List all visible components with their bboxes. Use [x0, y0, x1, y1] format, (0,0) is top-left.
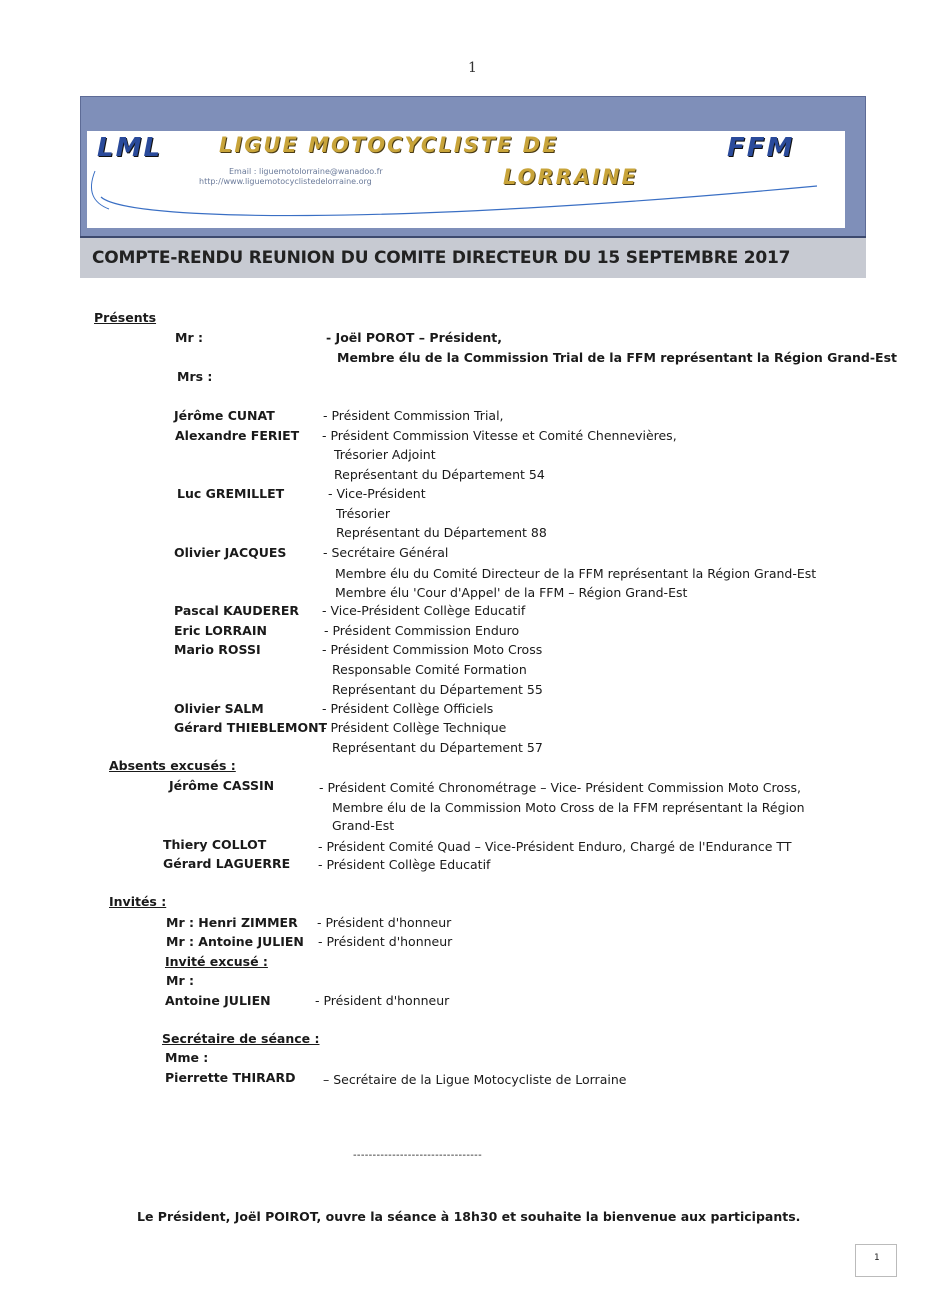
- member-role: Représentant du Département 55: [332, 682, 543, 697]
- absent-name: Gérard LAGUERRE: [163, 856, 291, 871]
- excused-guest-heading: Invité excusé :: [165, 954, 268, 969]
- corner-page-box: [855, 1244, 897, 1277]
- member-name: Gérard THIEBLEMONT: [174, 720, 328, 735]
- member-role: - Président Collège Technique: [322, 720, 507, 735]
- guest-role: - Président d'honneur: [317, 915, 452, 930]
- ligue-title-line2: LORRAINE: [503, 165, 638, 189]
- member-name: Pascal KAUDERER: [174, 603, 300, 618]
- mr-label: Mr :: [175, 330, 203, 345]
- member-role: Membre élu 'Cour d'Appel' de la FFM – Région Grand-Est: [335, 585, 688, 600]
- member-role: - Président Collège Officiels: [322, 701, 494, 716]
- member-role: Représentant du Département 88: [336, 525, 547, 540]
- absent-role: - Président Comité Quad – Vice-Président Enduro, Chargé de l'Endurance TT: [318, 839, 792, 854]
- member-role: Trésorier Adjoint: [334, 447, 436, 462]
- member-role: - Président Commission Vitesse et Comité Chennevières,: [322, 428, 677, 443]
- letterhead-inner: [87, 131, 845, 228]
- member-role: Représentant du Département 57: [332, 740, 543, 755]
- closing-statement: Le Président, Joël POIROT, ouvre la séance à 18h30 et souhaite la bienvenue aux participants.: [137, 1209, 801, 1224]
- absent-name: Jérôme CASSIN: [169, 778, 275, 793]
- member-role: - Secrétaire Général: [323, 545, 449, 560]
- separator-line: ---------------------------------: [353, 1150, 482, 1161]
- guest-name: Mr : Henri ZIMMER: [166, 915, 298, 930]
- lml-logo: LML: [97, 133, 163, 163]
- website: http://www.liguemotocyclistedelorraine.org: [199, 177, 372, 186]
- email-label: Email :: [229, 167, 257, 176]
- absent-name: Thiery COLLOT: [163, 837, 267, 852]
- email-value: liguemotolorraine@wanadoo.fr: [258, 167, 383, 176]
- member-name: Eric LORRAIN: [174, 623, 267, 638]
- page-title: COMPTE-RENDU REUNION DU COMITE DIRECTEUR DU 15 SEPTEMBRE 2017: [92, 248, 791, 268]
- member-name: Olivier JACQUES: [174, 545, 287, 560]
- member-role: - Président Commission Enduro: [324, 623, 520, 638]
- member-role: - Vice-Président Collège Educatif: [322, 603, 526, 618]
- member-name: Olivier SALM: [174, 701, 264, 716]
- absent-role: Membre élu de la Commission Moto Cross de la FFM représentant la Région: [332, 800, 805, 815]
- secretary-title: Mme :: [165, 1050, 209, 1065]
- absents-heading: Absents excusés :: [109, 758, 236, 773]
- member-role: - Président Commission Trial,: [323, 408, 504, 423]
- member-name: Luc GREMILLET: [177, 486, 285, 501]
- member-name: Alexandre FERIET: [175, 428, 300, 443]
- email-line: [229, 167, 383, 176]
- secretary-heading: Secrétaire de séance :: [162, 1031, 320, 1046]
- ligue-title-line1: LIGUE MOTOCYCLISTE DE: [219, 133, 559, 157]
- member-name: Jérôme CUNAT: [174, 408, 275, 423]
- excused-mr-label: Mr :: [166, 973, 194, 988]
- secretary-role: – Secrétaire de la Ligue Motocycliste de Lorraine: [323, 1072, 627, 1087]
- mrs-label: Mrs :: [177, 369, 213, 384]
- president-line2: Membre élu de la Commission Trial de la FFM représentant la Région Grand-Est: [337, 350, 898, 365]
- member-role: Responsable Comité Formation: [332, 662, 527, 677]
- corner-page-number: 1: [874, 1253, 880, 1263]
- presents-heading: Présents: [94, 310, 157, 325]
- page-number: 1: [468, 60, 477, 76]
- ffm-logo: FFM: [727, 133, 795, 163]
- secretary-name: Pierrette THIRARD: [165, 1070, 296, 1085]
- invites-heading: Invités :: [109, 894, 167, 909]
- member-role: Représentant du Département 54: [334, 467, 545, 482]
- member-role: - Vice-Président: [328, 486, 426, 501]
- member-role: Membre élu du Comité Directeur de la FFM représentant la Région Grand-Est: [335, 566, 817, 581]
- absent-role: - Président Comité Chronométrage – Vice- Président Commission Moto Cross,: [319, 780, 801, 795]
- excused-guest-name: Antoine JULIEN: [165, 993, 271, 1008]
- absent-role: - Président Collège Educatif: [318, 857, 491, 872]
- excused-guest-role: - Président d'honneur: [315, 993, 450, 1008]
- guest-role: - Président d'honneur: [318, 934, 453, 949]
- member-role: - Président Commission Moto Cross: [322, 642, 543, 657]
- absent-role: Grand-Est: [332, 818, 395, 833]
- guest-name: Mr : Antoine JULIEN: [166, 934, 304, 949]
- member-name: Mario ROSSI: [174, 642, 261, 657]
- president-line1: - Joël POROT – Président,: [326, 330, 502, 345]
- member-role: Trésorier: [336, 506, 390, 521]
